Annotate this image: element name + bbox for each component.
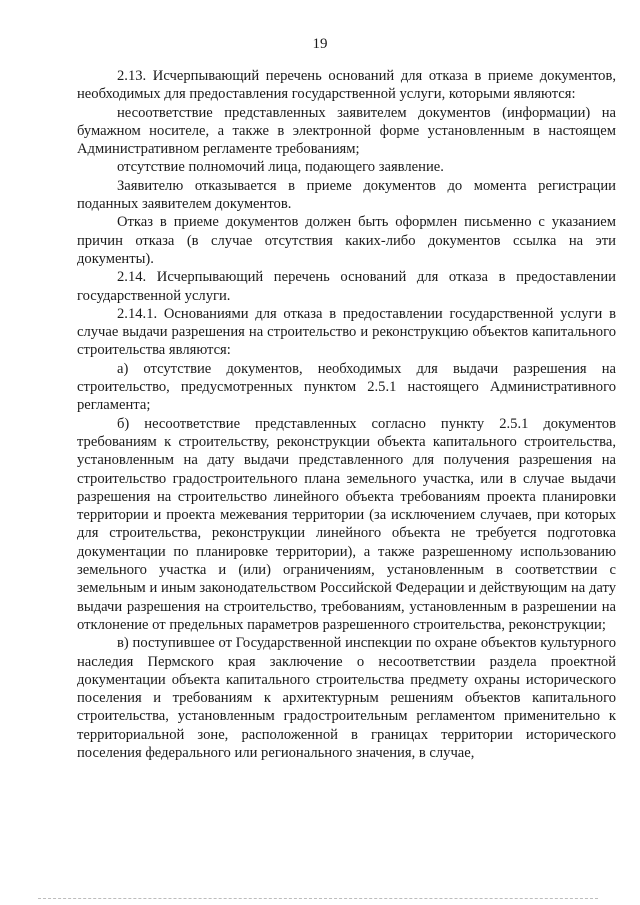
paragraph-2-14: 2.14. Исчерпывающий перечень оснований для отказа в предоставлении государственной услуги. <box>77 269 616 304</box>
paragraph-item-a: а) отсутствие документов, необходимых для выдачи разрешения на строительство, предусмотренных пунктом 2.5.1 настоящего Административного регламента; <box>77 360 616 414</box>
paragraph-2-14-1: 2.14.1. Основаниями для отказа в предоставлении государственной услуги в случае выдачи разрешения на строительство и реконструкцию объектов капитального строительства являются: <box>77 305 616 359</box>
paragraph-2-13: 2.13. Исчерпывающий перечень оснований для отказа в приеме документов, необходимых для предоставления государственной услуги, которыми являются: <box>77 68 616 103</box>
scan-edge-line <box>38 898 598 899</box>
paragraph-noncompliance: несоответствие представленных заявителем документов (информации) на бумажном носителе, а также в электронной форме установленным в настоящем Административном регламенте требованиям; <box>77 104 616 158</box>
paragraph-item-b: б) несоответствие представленных согласно пункту 2.5.1 документов требованиям к строительству, реконструкции объекта капитального строительства, установленным на дату выдачи представленного для получения разрешения на строительство градостроительного плана земельного участка, или в случае выдачи разрешения на строительство линейного объекта требованиям проекта планировки территории и проекта межевания территории (за исключением случаев, при которых для строительства, реконструкции линейного объекта не требуется подготовка документации по планировке территории), а также разрешенному использованию земельного участка и (или) ограничениям, установленным в соответствии с земельным и иным законодательством Российской Федерации и действующим на дату выдачи разрешения на строительство, требованиям, установленным в разрешении на отклонение от предельных параметров разрешенного строительства, реконструкции; <box>77 415 616 633</box>
paragraph-refusal-written: Отказ в приеме документов должен быть оформлен письменно с указанием причин отказа (в случае отсутствия каких-либо документов ссылка на эти документы). <box>77 214 616 267</box>
paragraph-item-v: в) поступившее от Государственной инспекции по охране объектов культурного наследия Пермского края заключение о несоответствии раздела проектной документации объекта капитального строительства предмету охраны исторического поселения и требованиям к архитектурным решениям объектов капитального строительства, установленным градостроительным регламентом применительно к территориальной зоне, расположенной в границах территории исторического поселения федерального или регионального значения, в случае, <box>77 635 616 761</box>
paragraph-no-authority: отсутствие полномочий лица, подающего заявление. <box>117 159 444 176</box>
page-number: 19 <box>312 36 328 52</box>
paragraph-refusal-timing: Заявителю отказывается в приеме документов до момента регистрации поданных заявителем документов. <box>77 177 616 213</box>
document-body <box>77 67 616 762</box>
